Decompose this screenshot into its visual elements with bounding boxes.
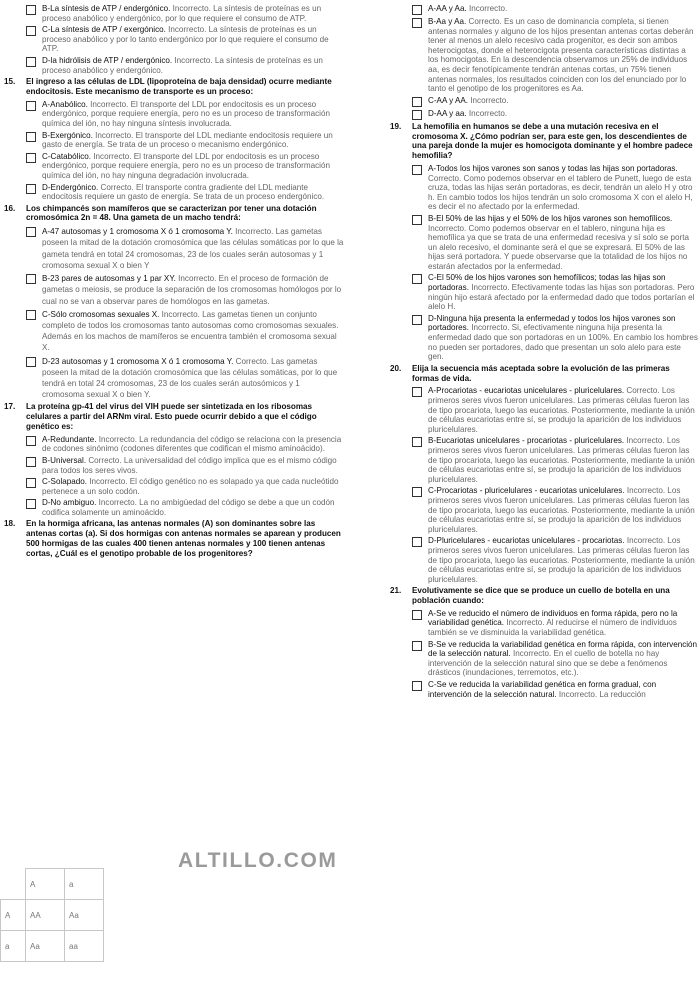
option-checkbox[interactable] <box>412 387 422 397</box>
option-checkbox[interactable] <box>26 184 36 194</box>
option-checkbox[interactable] <box>412 97 422 107</box>
option-text <box>428 164 698 212</box>
option-text <box>42 456 344 475</box>
option-checkbox[interactable] <box>412 437 422 447</box>
punnett-header-row <box>1 869 104 900</box>
answer-option <box>2 309 344 354</box>
answer-option <box>388 273 698 311</box>
answer-option <box>2 273 344 307</box>
option-checkbox[interactable] <box>26 132 36 142</box>
option-checkbox[interactable] <box>26 57 36 67</box>
answer-option <box>388 109 698 120</box>
option-text <box>42 152 344 181</box>
option-text <box>42 56 344 75</box>
punnett-square <box>0 868 104 962</box>
answer-option <box>2 356 344 401</box>
option-checkbox[interactable] <box>26 26 36 36</box>
question-heading <box>2 77 344 97</box>
question-heading <box>2 204 344 224</box>
option-label: B-Exergónico. <box>42 130 93 140</box>
right-column <box>388 4 698 701</box>
option-text <box>42 356 344 401</box>
answer-option <box>2 25 344 54</box>
answer-option <box>2 498 344 517</box>
option-text <box>42 25 344 54</box>
question-number: 21. <box>390 586 402 596</box>
option-text <box>428 609 698 638</box>
option-feedback: Incorrecto. El código genético no es solapado ya que cada nucleótido pertenece a un solo codón. <box>42 477 339 496</box>
question-text: Elija la secuencia más aceptada sobre la evolución de las primeras formas de vida. <box>412 363 670 383</box>
option-checkbox[interactable] <box>412 18 422 28</box>
option-text <box>42 273 344 307</box>
answer-option <box>388 680 698 699</box>
question-heading <box>388 122 698 161</box>
question-text: Evolutivamente se dice que se produce un cuello de botella en una población cuando: <box>412 586 670 606</box>
option-label: D-Ninguna hija presenta la enfermedad y todos los hijos varones son portadores. <box>428 313 676 333</box>
option-label: A-AA y Aa. <box>428 4 467 13</box>
option-text <box>428 640 698 678</box>
option-label: B-Aa y Aa. <box>428 17 467 26</box>
option-checkbox[interactable] <box>26 227 36 237</box>
answer-option <box>388 4 698 15</box>
option-checkbox[interactable] <box>412 681 422 691</box>
answer-option <box>388 640 698 678</box>
left-column <box>2 4 344 562</box>
answer-option <box>2 100 344 129</box>
option-checkbox[interactable] <box>26 5 36 15</box>
option-feedback: Correcto. Es un caso de dominancia completa, si tienen antenas normales y alguno de los hijos presentan antenas cortas deberán tener al menos un alelo recesivo cada progenitor, es decir son ambos heterocigotas, donde el heterocigota presenta características distintas a los homocigotas. En la descendencia observamos un 25% de individuos aa, es decir fenotípicamente tendrán antenas cortas, un 75% tienen antenas normales, los resultados coinciden con los del enunciado por lo tanto el genotipo de los progenitores es Aa. <box>428 17 694 94</box>
option-feedback: Incorrecto. Los primeros seres vivos fueron unicelulares. Las primeras células fueron las de tipo procariota, luego las eucariotas. Posteriormente, mediante la unión de células eucariotas entre sí, se produjo la aparición de los individuos pluricelulares. <box>428 436 695 484</box>
question-number: 16. <box>4 203 16 213</box>
option-text <box>428 214 698 272</box>
answer-option <box>388 609 698 638</box>
option-text <box>42 4 344 23</box>
option-label: C-Procariotas - pluricelulares - eucariotas unicelulares. <box>428 486 625 496</box>
punnett-header-cell: a <box>65 869 104 900</box>
option-label: A-Redundante. <box>42 434 97 444</box>
option-checkbox[interactable] <box>26 274 36 284</box>
option-feedback: Correcto. La universalidad del código implica que es el mismo código para todos los seres vivos. <box>42 455 337 475</box>
option-label: A-47 autosomas y 1 cromosoma X ó 1 cromosoma Y. <box>42 227 233 237</box>
option-label: C-Catabólico. <box>42 151 92 161</box>
option-feedback: Incorrecto. Los primeros seres vivos fueron unicelulares. Las primeras células fueron las de tipo procariota, luego las eucariotas. Posteriormente, mediante la unión de células eucariotas entre sí, se produjo la aparición de los individuos pluricelulares. <box>428 536 695 584</box>
option-feedback: Incorrecto. Las gametas poseen la mitad de la dotación cromosómica que las células somáticas por lo que la gameta tendrá en total 24 cromosomas, 23 de los cuales serán autosomas y 1 cromosoma sexual X o bien Y <box>42 227 344 270</box>
option-text <box>428 386 698 434</box>
question-number: 20. <box>390 363 402 373</box>
option-checkbox[interactable] <box>412 165 422 175</box>
option-feedback: Incorrecto. Al reducirse el número de individuos también se ve disminuida la variabilidad genética. <box>428 618 677 638</box>
option-feedback: Incorrecto. La redundancia del código se relaciona con la presencia de codones sinónimo (codones diferentes que codifican el mismo aminoácido). <box>42 434 342 454</box>
option-feedback: Incorrecto. La síntesis de proteínas es un proceso anabólico y endergónico, por lo que requiere el consumo de ATP. <box>42 4 322 23</box>
option-checkbox[interactable] <box>26 436 36 446</box>
option-checkbox[interactable] <box>412 487 422 497</box>
option-label: D-AA y aa. <box>428 108 467 118</box>
answer-option <box>388 314 698 362</box>
option-feedback: Incorrecto. La síntesis de proteínas es un proceso anabólico y por lo tanto endergónico por lo que requiere el consumo de ATP. <box>42 25 329 54</box>
watermark: ALTILLO.COM <box>178 849 338 872</box>
option-label: B-Eucariotas unicelulares - procariotas - pluricelulares. <box>428 436 625 446</box>
option-text <box>428 314 698 362</box>
option-label: C-El 50% de los hijos varones son hemofílicos; todas las hijas son portadoras. <box>428 273 666 293</box>
punnett-cell: Aa <box>65 900 104 931</box>
option-label: C-Sólo cromosomas sexuales X. <box>42 309 160 319</box>
answer-option <box>2 131 344 150</box>
option-checkbox[interactable] <box>412 110 422 120</box>
punnett-header-cell: A <box>26 869 65 900</box>
question-text: La proteína gp-41 del virus del VIH puede ser sintetizada en los ribosomas celulares a partir del ARNm viral. Esto puede ocurrir debido a que el código genético es: <box>26 402 317 431</box>
question-text: El ingreso a las células de LDL (lipoproteína de baja densidad) ocurre mediante endocitosis. Este mecanismo de transporte es un proceso: <box>26 77 332 96</box>
question-text: La hemofilia en humanos se debe a una mutación recesiva en el cromosoma X. ¿Cómo podrían ser, para este gen, los descendientes de una pareja donde la mujer es homocigota dominante y el hombre padece hemofilia? <box>412 121 693 161</box>
question-number: 15. <box>4 77 16 87</box>
punnett-cell: Aa <box>26 931 65 962</box>
option-label: C-AA y AA. <box>428 95 469 105</box>
option-checkbox[interactable] <box>26 478 36 488</box>
answer-option <box>2 435 344 454</box>
option-text <box>428 109 698 119</box>
option-text <box>428 273 698 311</box>
option-feedback: Incorrecto. Las gametas tienen un conjunto completo de todos los cromosomas tanto autosomas como cromosomas sexuales. Además en los machos de mamíferos se encuentra también el cromosoma sexual X. <box>42 309 339 353</box>
answer-option <box>2 152 344 181</box>
option-label: C-Se ve reducida la variabilidad genética en forma gradual, con intervención de la selección natural. <box>428 680 657 699</box>
option-checkbox[interactable] <box>26 153 36 163</box>
option-checkbox[interactable] <box>26 101 36 111</box>
punnett-row-head: A <box>1 900 26 931</box>
option-text <box>428 96 698 106</box>
question-text: Los chimpancés son mamíferos que se caracterizan por tener una dotación cromosómica 2n = 48. Una gameta de un macho tendrá: <box>26 203 317 223</box>
option-label: B-23 pares de autosomas y 1 par XY. <box>42 274 176 284</box>
option-checkbox[interactable] <box>26 499 36 509</box>
option-text <box>428 17 698 94</box>
option-text <box>428 4 698 14</box>
option-feedback: Correcto. Los primeros seres vivos fueron unicelulares. Las primeras células fueron las de tipo procariota, luego las eucariotas. Posteriormente, mediante la unión de células eucariotas entre sí, se produjo la aparición de los individuos pluricelulares. <box>428 386 695 434</box>
punnett-cell: AA <box>26 900 65 931</box>
question-heading <box>2 402 344 431</box>
option-text <box>42 309 344 354</box>
option-label: D-la hidrólisis de ATP / endergónico. <box>42 55 173 65</box>
option-checkbox[interactable] <box>412 274 422 284</box>
option-label: D-23 autosomas y 1 cromosoma X ó 1 cromosoma Y. <box>42 356 234 366</box>
option-feedback: Incorrecto. La no ambigüedad del código se debe a que un codón codifica solamente un aminoácido. <box>42 498 335 517</box>
question-heading <box>388 364 698 384</box>
option-feedback: Incorrecto. <box>466 108 508 118</box>
answer-option <box>388 386 698 434</box>
option-feedback: Incorrecto. Los primeros seres vivos fueron unicelulares. Las primeras células fueron las de tipo procariota, luego las eucariotas. Posteriormente, mediante la unión de células eucariotas entre sí, se produjo la aparición de los individuos pluricelulares. <box>428 486 695 534</box>
answer-option <box>388 536 698 584</box>
option-checkbox[interactable] <box>26 357 36 367</box>
option-feedback: Incorrecto. El transporte del LDL mediante endocitosis requiere un gasto de energía. Se trata de un proceso o mecanismo endergónico. <box>42 130 333 150</box>
option-feedback: Incorrecto. Como podemos observar en el tablero, ninguna hija es hemofílica ya que se trata de una enfermedad recesiva y sí solo se porta un alelo recesivo, el dominante será el que se expresará. El 50% de las hijas será portadora. Y puede observarse que la totalidad de los hijos no estarán afectados por la enfermedad. <box>428 223 689 271</box>
option-feedback: Incorrecto. La reducción <box>556 689 646 699</box>
option-feedback: Incorrecto. <box>466 4 508 13</box>
question-heading <box>388 586 698 606</box>
option-text <box>42 183 344 202</box>
option-label: C-Solapado. <box>42 477 87 487</box>
option-text <box>428 680 698 699</box>
option-feedback: Incorrecto. Efectivamente todas las hijas son portadoras. Pero ningún hijo estará afectado por la enfermedad dado que todos portarían el alelo H. <box>428 283 695 312</box>
option-label: B-Se ve reducida la variabilidad genética en forma rápida, con intervención de la selección natural. <box>428 639 698 659</box>
option-text <box>42 477 344 496</box>
option-checkbox[interactable] <box>412 215 422 225</box>
punnett-row <box>1 900 104 931</box>
option-text <box>428 536 698 584</box>
answer-option <box>2 4 344 23</box>
question-number: 18. <box>4 519 16 529</box>
question-number: 17. <box>4 402 16 412</box>
option-text <box>428 436 698 484</box>
question-text: En la hormiga africana, las antenas normales (A) son dominantes sobre las antenas cortas (a). Si dos hormigas con antenas normales se aparean y producen 500 hormigas de las cuales 400 tienen antenas normales y 100 tienen antenas cortas, ¿Cuál es el genotipo probable de los progenitores? <box>26 519 341 558</box>
answer-option <box>2 477 344 496</box>
option-label: C-La síntesis de ATP / exergónico. <box>42 25 166 35</box>
option-checkbox[interactable] <box>412 315 422 325</box>
option-checkbox[interactable] <box>412 537 422 547</box>
question-heading <box>2 519 344 558</box>
option-feedback: Correcto. El transporte contra gradiente del LDL mediante endocitosis requiere un gasto de energía. Se trata de un proceso endergónico. <box>42 182 325 202</box>
option-label: B-El 50% de las hijas y el 50% de los hijos varones son hemofílicos. <box>428 213 673 223</box>
option-label: A-Todos los hijos varones son sanos y todas las hijas son portadoras. <box>428 163 678 173</box>
option-checkbox[interactable] <box>26 310 36 320</box>
option-feedback: Incorrecto. La síntesis de proteínas es un proceso anabólico y endergónico. <box>42 55 323 75</box>
answer-option <box>388 486 698 534</box>
punnett-corner-cell <box>1 869 26 900</box>
option-feedback: Incorrecto. El transporte del LDL por endocitosis es un proceso endergónico, porque requiere energía, pero no es un proceso de transformación química del ión, no hay ninguna síntesis involucrada. <box>42 99 330 128</box>
option-checkbox[interactable] <box>412 641 422 651</box>
option-label: D-Pluricelulares - eucariotas unicelulares - procariotas. <box>428 536 625 546</box>
option-checkbox[interactable] <box>412 610 422 620</box>
option-text <box>42 226 344 271</box>
answer-option <box>2 56 344 75</box>
option-feedback: Incorrecto. Si, efectivamente ninguna hija presenta la enfermedad dado que son portadoras en un 100%. En cambio los hombres no pueden ser portadores, dado que presentan un solo alelo para este gen. <box>428 323 698 362</box>
punnett-cell: aa <box>65 931 104 962</box>
option-label: A-Procariotas - eucariotas unicelulares - pluricelulares. <box>428 386 625 396</box>
option-checkbox[interactable] <box>412 5 422 15</box>
answer-option <box>388 436 698 484</box>
punnett-row <box>1 931 104 962</box>
answer-option <box>388 164 698 212</box>
answer-option <box>2 456 344 475</box>
option-text <box>42 435 344 454</box>
answer-option <box>388 214 698 272</box>
option-text <box>42 100 344 129</box>
option-feedback: Correcto. Las gametas poseen la mitad de la dotación cromosómica que las células somáticas, por lo que tendrá en total 24 cromosomas, 23 de los cuales serán autosómicos y 1 cromosoma sexual X o bien Y. <box>42 356 338 400</box>
option-label: B-La síntesis de ATP / endergónico. <box>42 4 171 13</box>
answer-option <box>388 96 698 107</box>
option-label: D-Endergónico. <box>42 182 99 192</box>
option-checkbox[interactable] <box>26 457 36 467</box>
punnett-row-head: a <box>1 931 26 962</box>
option-feedback: Correcto. Como podemos observar en el tablero de Punett, luego de esta cruza, todas las hijas serán portadoras, es decir, tendrán un alelo H y otro h. En cambio todos los hijos tendrán un solo cromosoma X con el alelo H, es decir el no afectado por la enfermedad. <box>428 173 693 212</box>
option-label: A-Se ve reducido el número de individuos en forma rápida, pero no la variabilidad genética. <box>428 608 678 628</box>
option-label: A-Anabólico. <box>42 99 88 109</box>
option-text <box>42 498 344 517</box>
option-text <box>428 486 698 534</box>
answer-option <box>388 17 698 94</box>
option-label: D-No ambiguo. <box>42 498 97 508</box>
option-feedback: Incorrecto. <box>468 95 509 105</box>
option-feedback: Incorrecto. En el proceso de formación de gametas o meiosis, se produce la separación de los cromosomas homólogos por lo cual no se van a observar pares de homólogos en las gametas. <box>42 274 342 306</box>
answer-option <box>2 226 344 271</box>
answer-option <box>2 183 344 202</box>
option-feedback: Incorrecto. El transporte del LDL por endocitosis es un proceso endergónico, porque requiere energía, pero no es un proceso de transformación química del ión, no hay ninguna degradación involucrada. <box>42 151 330 180</box>
question-number: 19. <box>390 121 402 131</box>
option-text <box>42 131 344 150</box>
option-feedback: Incorrecto. En el cuello de botella no hay intervención de la selección natural sino que se debe a fenómenos drásticos (inundaciones, terremotos, etc.). <box>428 649 668 678</box>
option-label: B-Universal. <box>42 455 87 465</box>
